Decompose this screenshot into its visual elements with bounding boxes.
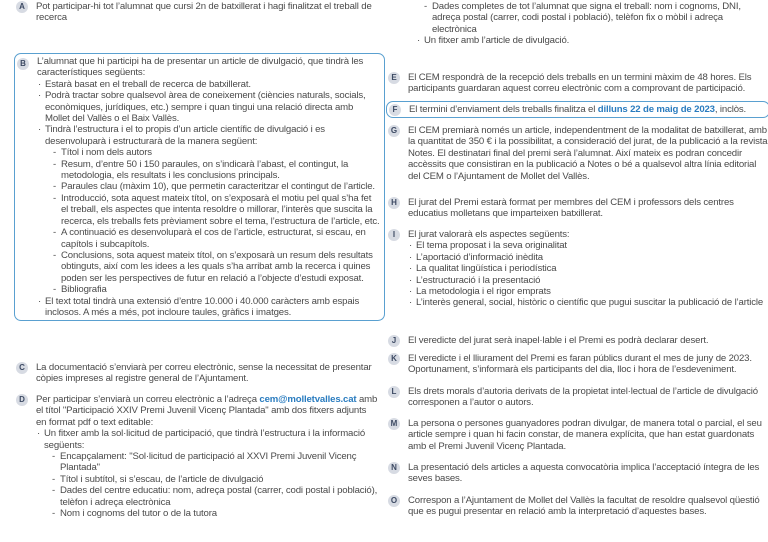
section-d-sublist-cont [408,1,768,35]
list-item: · El text total tindrà una extensió d’entre 10.000 i 40.000 caràcters amb espais inclosos. A més a més, pot incloure taules, gràfics i imatges. [37,296,380,319]
section-n [386,462,768,485]
list-item: · L’interès general, social, històric o científic que pugui suscitar la publicació de l’article [408,297,768,308]
section-k-badge: K [388,353,400,365]
section-m-badge: M [388,418,400,430]
section-b-intro: L’alumnat que hi participi ha de presentar un article de divulgació, que tindrà les característiques següents: [37,56,364,79]
section-f [386,101,768,118]
section-b [14,53,385,321]
section-d-sublist [44,451,379,519]
deadline-date: dilluns 22 de maig de 2023 [597,104,715,115]
list-item: · L’estructuració i la presentació [408,275,768,286]
section-d-list-cont [408,35,768,46]
section-j-text: El veredicte del jurat serà inapel·lable i el Premi es podrà declarar desert. [408,335,709,346]
section-g-badge: G [388,125,400,137]
section-b-list [37,79,380,319]
list-item: · La qualitat lingüística i periodística [408,263,768,274]
sub-item: - Títol i subtítol, si s’escau, de l’article de divulgació [52,474,379,485]
section-i-intro: El jurat valorarà els aspectes següents: [408,229,570,240]
section-i-list [408,240,768,308]
section-c-text: La documentació s’enviarà per correu electrònic, sense la necessitat de presentar còpies impreses al registre general de l’Ajuntament. [36,362,372,385]
section-m-text: La persona o persones guanyadores podran divulgar, de manera total o parcial, el seu article sempre i quan hi facin constar, de manera explícita, que han estat guardonats amb el Premi Juvenil Vicenç Plantada. [408,418,762,452]
section-n-text: La presentació dels articles a aquesta convocatòria implica l’acceptació íntegra de les seves bases. [408,462,760,485]
section-e-text: El CEM respondrà de la recepció dels treballs en un termini màxim de 48 hores. Els participants guardaran aquest correu electrònic com a comprovant de participació. [408,72,752,95]
section-j-badge: J [388,335,400,347]
sub-item: - Bibliografia [53,284,380,295]
section-e-badge: E [388,72,400,84]
section-j [386,335,768,346]
section-d-intro: Per participar s’enviarà un correu electrònic a l’adreça cem@molletvalles.cat amb el títol "Participació XXIV Premi Juvenil Vicenç Plantada" amb dos fitxers adjunts en format pdf o text editable: [36,394,378,428]
list-item: · Estarà basat en el treball de recerca de batxillerat. [37,79,380,90]
section-k [386,353,768,376]
section-d-list [36,428,379,519]
section-a-badge: A [16,1,28,13]
section-o [386,495,768,518]
section-a [14,1,379,24]
section-h-text: El jurat del Premi estarà format per membres del CEM i professors dels centres educatius molletans que imparteixen batxillerat. [408,197,734,220]
section-g [386,125,768,182]
section-n-badge: N [388,462,400,474]
section-o-badge: O [388,495,400,507]
section-d-continued [386,1,768,47]
section-l-badge: L [388,386,400,398]
list-item: · L’aportació d’informació inèdita [408,252,768,263]
section-i [386,229,768,309]
sub-item: - Introducció, sota aquest mateix títol, on s’exposarà el motiu pel qual s’ha fet el treball, els aspectes que intenta resoldre o millorar, l’interès que suscita la recerca, els treballs fets prèviament sobre el tema, l’estructura de l’article, etc. [53,193,380,227]
section-c [14,362,379,385]
section-l [386,386,768,409]
section-g-text: El CEM premiarà només un article, independentment de la modalitat de batxillerat, amb la quantitat de 350 € i la possibilitat, a consideració del jurat, de la publicació a la revista Notes. El destinatari final del premi serà l’alumnat. Així mateix es podran concedir accèssits que consistiran en la publicació a Notes o bé a qualsevol altra línia editorial del CEM o l’Ajuntament de Mollet del Vallès. [408,125,768,182]
section-h-badge: H [388,197,400,209]
sub-item: - Conclusions, sota aquest mateix títol, on s’exposarà un resum dels resultats obtinguts, així com les idees a les quals s’ha arribat amb la recerca i quines poden ser les perspectives de futur en relació a l’objecte d’estudi exposat. [53,250,380,284]
section-a-text: Pot participar-hi tot l’alumnat que cursi 2n de batxillerat i hagi finalitzat el treball de recerca [36,1,372,24]
list-item: · Tindrà l’estructura i el to propis d’un article científic de divulgació i es desenvoluparà i estructurarà de la manera següent: - Títol i nom dels autors - Resum, d’entre 50 i 150 paraules, on s’indicarà l’abast, el contingut, la metodologia, els resultats i les conclusions principals. - Paraules clau (màxim 10), que permetin caracteritzar el contingut de l’article. - Introducció, sota aquest mateix títol, on s’exposarà el motiu pel qual s’ha fet el treball, els aspectes que intenta resoldre o millorar, l’interès que suscita la recerca, els treballs fets prèviament sobre el tema, l’estructura de l’article, etc. - A continuació es desenvoluparà el cos de l’article, estructurat, si escau, en capítols i subcapítols. - Conclusions, sota aquest mateix títol, on s’exposarà un resum dels resultats obtinguts, així com les idees a les quals s’ha arribat amb la recerca i quines poden ser les perspectives de futur en relació a l’objecte d’estudi exposat. - Bibliografia [37,124,380,295]
list-item: · Podrà tractar sobre qualsevol àrea de coneixement (ciències naturals, socials, econòmiques, jurídiques, etc.) sempre i quan tingui una relació directa amb Mollet del Vallès o el Baix Vallès. [37,90,380,124]
sub-item: - Dades del centre educatiu: nom, adreça postal (carrer, codi postal i població), telèfon i adreça electrònica [52,485,379,508]
section-c-badge: C [16,362,28,374]
section-l-text: Els drets morals d’autoria derivats de la propietat intel·lectual de l’article de divulgació corresponen a l’autor o autors. [408,386,758,409]
section-d [14,394,379,519]
sub-item: - Títol i nom dels autors [53,147,380,158]
section-k-text: El veredicte i el lliurament del Premi es faran públics durant el mes de juny de 2023. Oportunament, s’informarà els participants del dia, lloc i hora de l’esdeveniment. [408,353,752,376]
list-item: · Un fitxer amb l’article de divulgació. [416,35,768,46]
section-e [386,72,768,95]
section-d-badge: D [16,394,28,406]
sub-item: - Encapçalament: "Sol·licitud de participació al XXVI Premi Juvenil Vicenç Plantada" [52,451,379,474]
sub-item: - A continuació es desenvoluparà el cos de l’article, estructurat, si escau, en capítols i subcapítols. [53,227,380,250]
section-h [386,197,768,220]
list-item: · El tema proposat i la seva originalitat [408,240,768,251]
section-b-sublist [45,147,380,295]
section-o-text: Correspon a l’Ajuntament de Mollet del Vallès la facultat de resoldre qualsevol qüestió que es pugui presentar en relació amb la interpretació d’aquestes bases. [408,495,760,518]
section-i-badge: I [388,229,400,241]
list-item: · La metodologia i el rigor emprats [408,286,768,297]
list-item: · Un fitxer amb la sol·licitud de participació, que tindrà l’estructura i la informació següents: - Encapçalament: "Sol·licitud de participació al XXVI Premi Juvenil Vicenç Plantada" - Títol i subtítol, si s’escau, de l’article de divulgació - Dades del centre educatiu: nom, adreça postal (carrer, codi postal i població), telèfon i adreça electrònica - Nom i cognoms del tutor o de la tutora [36,428,379,519]
sub-item: - Resum, d’entre 50 i 150 paraules, on s’indicarà l’abast, el contingut, la metodologia, els resultats i les conclusions principals. [53,159,380,182]
sub-item: - Paraules clau (màxim 10), que permetin caracteritzar el contingut de l’article. [53,181,380,192]
section-f-text: El termini d’enviament dels treballs finalitza el dilluns 22 de maig de 2023, inclòs. [409,104,747,115]
email-link[interactable]: cem@molletvalles.cat [259,394,357,405]
sub-item: - Nom i cognoms del tutor o de la tutora [52,508,379,519]
section-b-badge: B [17,58,29,70]
section-m [386,418,768,452]
sub-item: - Dades completes de tot l’alumnat que signa el treball: nom i cognoms, DNI, adreça postal (carrer, codi postal i població), telèfon fix o mòbil i adreça electrònica [424,1,768,35]
section-f-badge: F [389,104,401,116]
